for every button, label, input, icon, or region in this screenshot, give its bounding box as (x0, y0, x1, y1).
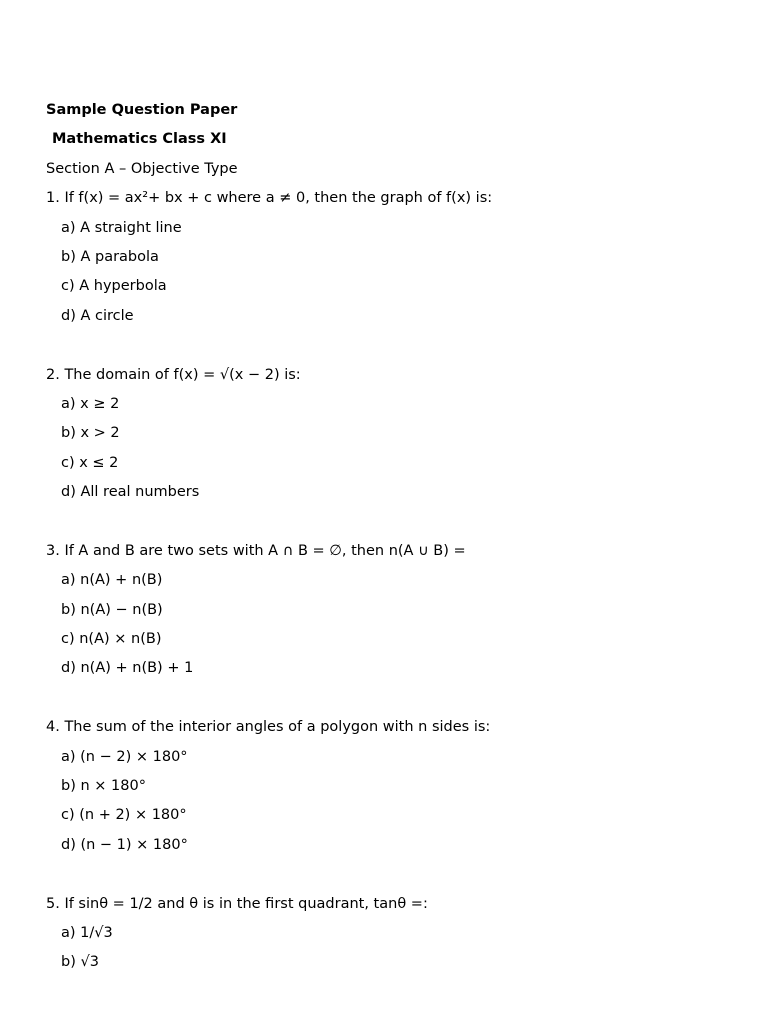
question-text: 5. If sinθ = 1/2 and θ is in the first quadrant, tanθ =: (46, 895, 428, 912)
document-page (46, 100, 736, 982)
option-c: c) A hyperbola (61, 278, 167, 295)
blank-line (46, 511, 736, 540)
option-a: a) x ≥ 2 (61, 395, 120, 412)
option-d: d) All real numbers (61, 484, 200, 501)
document-title: Sample Question Paper (46, 102, 238, 118)
blank-line (46, 688, 736, 717)
option-a: a) n(A) + n(B) (61, 572, 163, 589)
option-b: b) √3 (61, 954, 99, 971)
document-subtitle: Mathematics Class XI (52, 131, 227, 148)
option-b: b) A parabola (61, 248, 159, 265)
option-c: c) x ≤ 2 (61, 454, 119, 471)
option-a: a) 1/√3 (61, 924, 113, 941)
option-b: b) n × 180° (61, 777, 146, 794)
blank-line (46, 864, 736, 893)
question-text: 1. If f(x) = ax²+ bx + c where a ≠ 0, then the graph of f(x) is: (46, 190, 493, 207)
option-d: d) A circle (61, 307, 134, 324)
question-text: 4. The sum of the interior angles of a polygon with n sides is: (46, 719, 491, 736)
question-block (46, 365, 736, 512)
option-d: d) (n − 1) × 180° (61, 836, 188, 853)
option-c: c) (n + 2) × 180° (61, 807, 187, 824)
option-c: c) n(A) × n(B) (61, 631, 162, 648)
blank-line (46, 335, 736, 364)
question-block (46, 894, 736, 982)
question-block (46, 541, 736, 688)
question-text: 2. The domain of f(x) = √(x − 2) is: (46, 366, 301, 383)
section-heading: Section A – Objective Type (46, 160, 238, 177)
option-a: a) (n − 2) × 180° (61, 748, 188, 765)
question-block (46, 717, 736, 864)
option-a: a) A straight line (61, 219, 182, 236)
option-b: b) x > 2 (61, 425, 120, 442)
option-d: d) n(A) + n(B) + 1 (61, 660, 194, 677)
question-text: 3. If A and B are two sets with A ∩ B = ∅, then n(A ∪ B) = (46, 542, 466, 559)
option-b: b) n(A) − n(B) (61, 601, 163, 618)
question-block (46, 188, 736, 335)
